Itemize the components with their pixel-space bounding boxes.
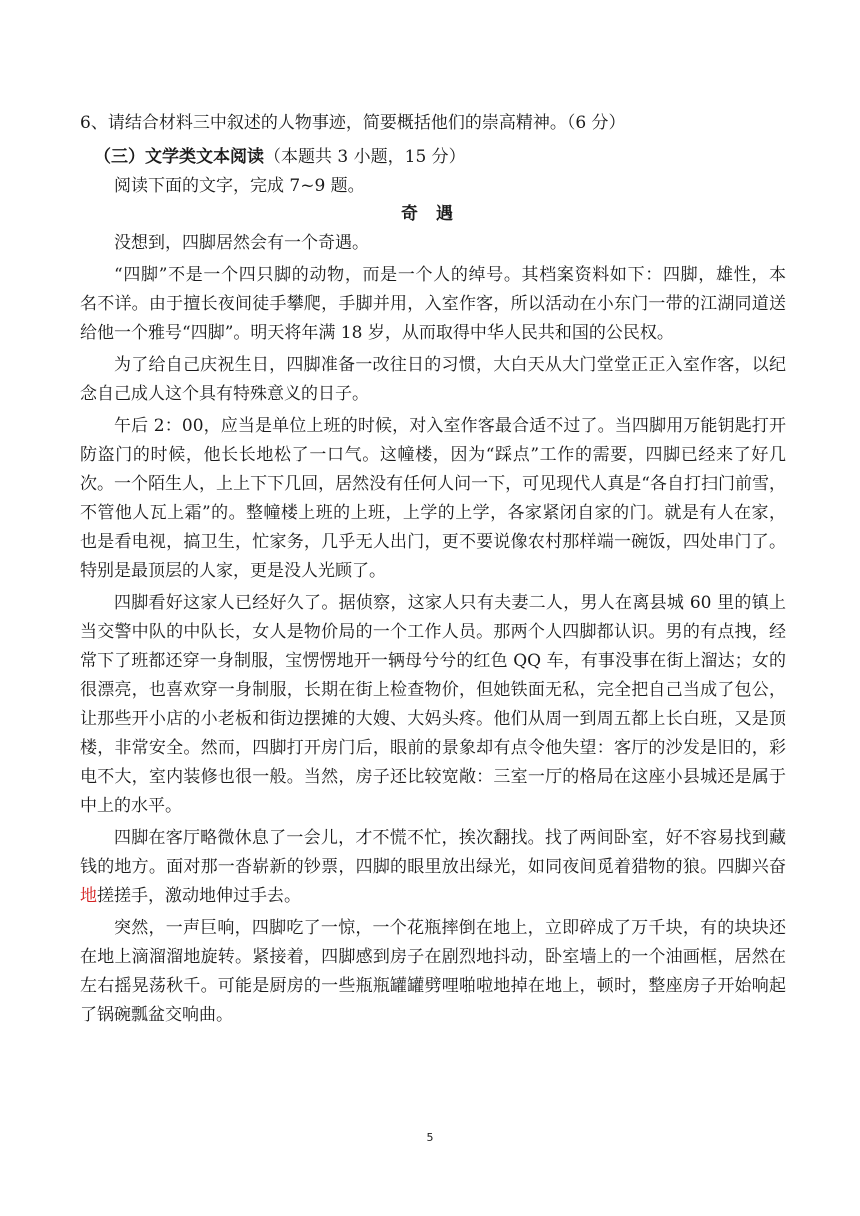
text-line: 没想到，四脚居然会有一个奇遇。 <box>114 233 369 253</box>
question-6: 6、请结合材料三中叙述的人物事迹，简要概括他们的崇高精神。（6 分） <box>80 113 626 133</box>
text-line <box>80 883 786 909</box>
story-title: 奇 遇 <box>401 204 459 224</box>
section-note: （本题共 3 小题，15 分） <box>264 147 466 167</box>
text-line: 午后 2：00，应当是单位上班的时候，对入室作客最合适不过了。当四脚用万能钥匙打开 <box>114 416 786 436</box>
text-line: 楼，非常安全。然而，四脚打开房门后，眼前的景象却有点令他失望：客厅的沙发是旧的，彩 <box>80 738 786 758</box>
page-number: 5 <box>426 1131 434 1144</box>
text-line: 不管他人瓦上霜”的。整幢楼上班的上班，上学的上学，各家紧闭自家的门。就是有人在家， <box>80 503 786 523</box>
text-line: 四脚看好这家人已经好久了。据侦察，这家人只有夫妻二人，男人在离县城 60 里的镇上 <box>114 593 786 613</box>
text-line: 防盗门的时候，他长长地松了一口气。这幢楼，因为“踩点”工作的需要，四脚已经来了好几 <box>80 445 786 465</box>
highlighted-word: 地 <box>80 886 97 906</box>
text-line: 常下了班都还穿一身制服，宝愣愣地开一辆母兮兮的红色 QQ 车，有事没事在街上溜达；女的 <box>80 651 786 671</box>
section-heading <box>94 144 800 170</box>
text-line: “四脚”不是一个四只脚的动物，而是一个人的绰号。其档案资料如下：四脚，雄性，本 <box>114 265 786 285</box>
text-line: 中上的水平。 <box>80 796 182 816</box>
text-line: 了锅碗瓢盆交响曲。 <box>80 1005 233 1025</box>
reading-instruction: 阅读下面的文字，完成 7~9 题。 <box>114 176 365 196</box>
text-line: 给他一个雅号“四脚”。明天将年满 18 岁，从而取得中华人民共和国的公民权。 <box>80 323 674 343</box>
text-line: 让那些开小店的小老板和街边摆摊的大嫂、大妈头疼。他们从周一到周五都上长白班，又是顶 <box>80 709 786 729</box>
text-line-rest: 搓搓手，激动地伸过手去。 <box>97 886 301 906</box>
text-line: 特别是最顶层的人家，更是没人光顾了。 <box>80 561 386 581</box>
text-line: 电不大，室内装修也很一般。当然，房子还比较宽敞：三室一厅的格局在这座小县城还是属于 <box>80 767 786 787</box>
text-line: 次。一个陌生人，上上下下几回，居然没有任何人问一下，可见现代人真是“各自打扫门前雪， <box>80 474 786 494</box>
text-line: 左右摇晃荡秋千。可能是厨房的一些瓶瓶罐罐劈哩啪啦地掉在地上，顿时，整座房子开始响起 <box>80 976 786 996</box>
text-line: 也是看电视，搞卫生，忙家务，几乎无人出门，更不要说像农村那样端一碗饭，四处串门了。 <box>80 532 786 552</box>
text-line: 名不详。由于擅长夜间徒手攀爬，手脚并用，入室作客，所以活动在小东门一带的江湖同道送 <box>80 294 786 314</box>
text-line: 为了给自己庆祝生日，四脚准备一改往日的习惯，大白天从大门堂堂正正入室作客，以纪 <box>114 355 786 375</box>
text-line: 四脚在客厅略微休息了一会儿，才不慌不忙，挨次翻找。找了两间卧室，好不容易找到藏 <box>114 828 786 848</box>
text-line: 当交警中队的中队长，女人是物价局的一个工作人员。那两个人四脚都认识。男的有点拽，经 <box>80 622 786 642</box>
text-line: 在地上滴溜溜地旋转。紧接着，四脚感到房子在剧烈地抖动，卧室墙上的一个油画框，居然在 <box>80 947 786 967</box>
text-line: 突然，一声巨响，四脚吃了一惊，一个花瓶摔倒在地上，立即碎成了万千块，有的块块还 <box>114 918 786 938</box>
text-line: 很漂亮，也喜欢穿一身制服，长期在街上检查物价，但她铁面无私，完全把自己当成了包公， <box>80 680 786 700</box>
text-line: 钱的地方。面对那一沓崭新的钞票，四脚的眼里放出绿光，如同夜间觅着猎物的狼。四脚兴奋 <box>80 857 786 877</box>
section-title: （三）文学类文本阅读 <box>94 147 264 167</box>
text-line: 念自己成人这个具有特殊意义的日子。 <box>80 384 369 404</box>
